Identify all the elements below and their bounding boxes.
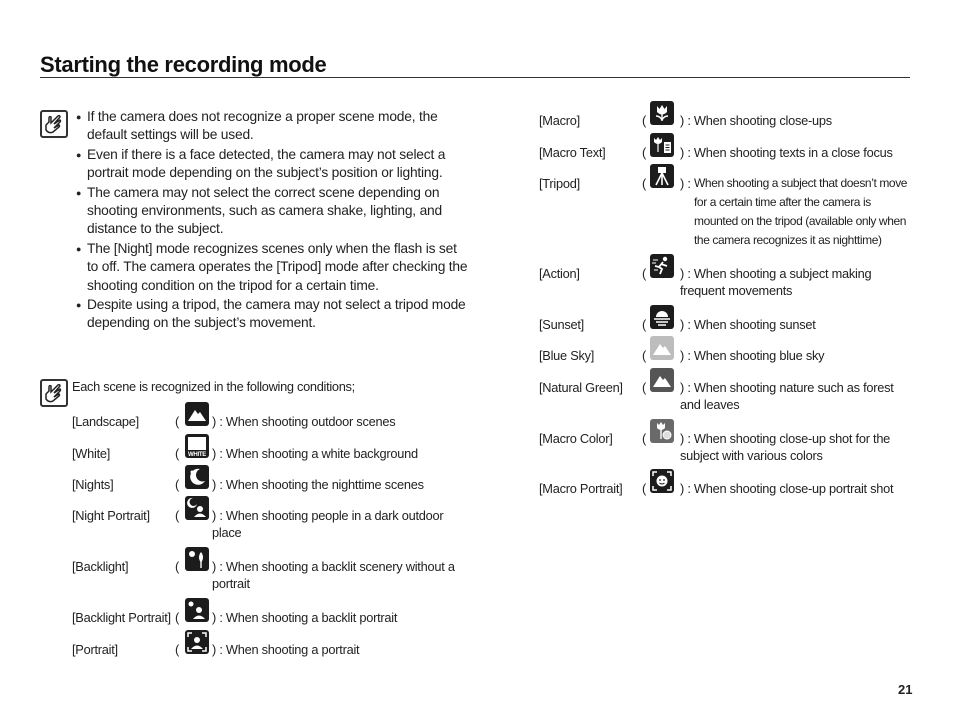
paren-open: (: [642, 176, 647, 191]
note-item: ● If the camera does not recognize a proper scene mode, the default settings will be used.: [76, 108, 468, 145]
scene-desc: ) : When shooting blue sky: [680, 348, 825, 363]
scene-label: [Nights]: [72, 477, 114, 492]
scene-desc: ) : When shooting a backlit portrait: [212, 610, 398, 625]
paren-open: (: [175, 642, 180, 657]
scene-desc: ) : When shooting close-ups: [680, 113, 832, 128]
scene-desc: ) : When shooting a subject making frequent movements: [680, 266, 872, 298]
scene-desc: ) : When shooting people in a dark outdoor place: [212, 508, 444, 540]
scene-label: [Night Portrait]: [72, 508, 150, 523]
scene-label: [Sunset]: [539, 317, 584, 332]
page-number: 21: [898, 682, 913, 697]
scene-label: [Macro Text]: [539, 145, 606, 160]
scene-label: [Landscape]: [72, 414, 139, 429]
scene-desc: ) : When shooting outdoor scenes: [212, 414, 396, 429]
scene-label: [Natural Green]: [539, 380, 623, 395]
scene-desc: ) : When shooting sunset: [680, 317, 816, 332]
note-item: ● The [Night] mode recognizes scenes only when the flash is set to off. The camera operates the [Tripod] mode after checking the shooting condition on the tripod for a certain time.: [76, 240, 468, 295]
scene-label: [Backlight Portrait]: [72, 610, 171, 625]
night-portrait-icon: [185, 496, 209, 520]
scene-label: [White]: [72, 446, 111, 461]
portrait-icon: [185, 630, 209, 654]
scene-label: [Portrait]: [72, 642, 118, 657]
scene-desc-head: ) :: [680, 176, 691, 191]
scene-desc: ) : When shooting the nighttime scenes: [212, 477, 424, 492]
scene-label: [Macro Color]: [539, 431, 613, 446]
scene-intro: Each scene is recognized in the following conditions;: [72, 379, 355, 394]
macro-portrait-icon: [650, 469, 674, 493]
paren-open: (: [175, 477, 180, 492]
paren-open: (: [642, 113, 647, 128]
scene-desc: ) : When shooting close-up portrait shot: [680, 481, 894, 496]
white-icon-text: WHITE: [187, 452, 207, 458]
paren-open: (: [642, 145, 647, 160]
paren-open: (: [642, 431, 647, 446]
backlight-portrait-icon: [185, 598, 209, 622]
page-title: Starting the recording mode: [40, 52, 327, 77]
sunset-icon: [650, 305, 674, 329]
paren-open: (: [642, 380, 647, 395]
scene-desc: ) : When shooting texts in a close focus: [680, 145, 893, 160]
scene-label: [Backlight]: [72, 559, 129, 574]
blue-sky-icon: [650, 336, 674, 360]
paren-open: (: [175, 446, 180, 461]
macro-color-icon: [650, 419, 674, 443]
title-rule: [40, 77, 910, 78]
macro-text-icon: [650, 133, 674, 157]
notes-list: [76, 108, 468, 334]
note-item: ● Despite using a tripod, the camera may not select a tripod mode depending on the subject’s movement.: [76, 296, 468, 333]
paren-open: (: [175, 414, 180, 429]
scene-label: [Tripod]: [539, 176, 580, 191]
paren-open: (: [642, 317, 647, 332]
scene-label: [Macro Portrait]: [539, 481, 623, 496]
note-item: ● The camera may not select the correct scene depending on shooting environments, such as camera shake, lighting, and distance to the subject.: [76, 184, 468, 239]
paren-open: (: [175, 508, 180, 523]
macro-icon: [650, 101, 674, 125]
scene-desc: ) : When shooting a portrait: [212, 642, 360, 657]
scene-label: [Action]: [539, 266, 580, 281]
action-icon: [650, 254, 674, 278]
paren-open: (: [642, 348, 647, 363]
paren-open: (: [175, 610, 180, 625]
scene-desc: When shooting a subject that doesn’t move for a certain time after the camera is mounted on the tripod (available only when the camera recognizes it as nighttime): [694, 176, 908, 247]
backlight-icon: [185, 547, 209, 571]
night-icon: [185, 465, 209, 489]
paren-open: (: [642, 266, 647, 281]
natural-green-icon: [650, 368, 674, 392]
note-icon: [40, 379, 68, 407]
white-icon: [185, 434, 209, 458]
scene-label: [Blue Sky]: [539, 348, 595, 363]
landscape-icon: [185, 402, 209, 426]
scene-desc: ) : When shooting a white background: [212, 446, 418, 461]
paren-open: (: [642, 481, 647, 496]
paren-open: (: [175, 559, 180, 574]
tripod-icon: [650, 164, 674, 188]
scene-desc: ) : When shooting nature such as forest and leaves: [680, 380, 894, 412]
note-item: ● Even if there is a face detected, the camera may not select a portrait mode depending on the subject’s position or lighting.: [76, 146, 468, 183]
scene-desc: ) : When shooting a backlit scenery without a portrait: [212, 559, 455, 591]
note-icon: [40, 110, 68, 138]
scene-desc: ) : When shooting close-up shot for the subject with various colors: [680, 431, 891, 463]
scene-label: [Macro]: [539, 113, 580, 128]
